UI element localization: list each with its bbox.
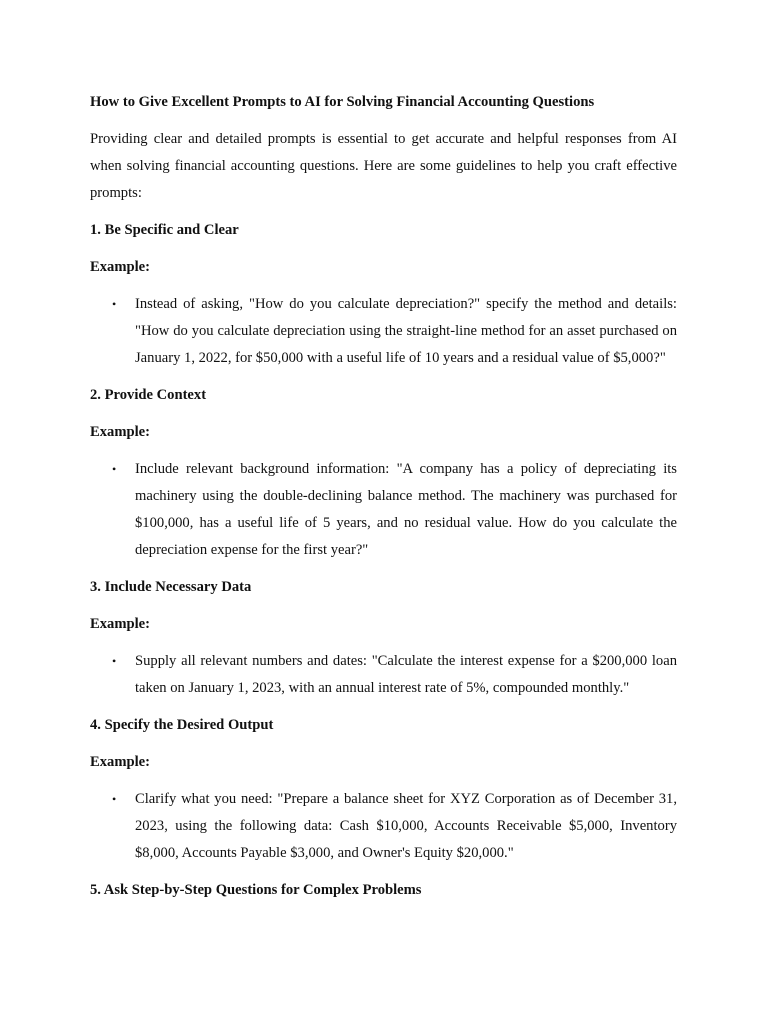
- example-label-2: Example:: [90, 424, 150, 440]
- bullet-text-1: Instead of asking, "How do you calculate depreciation?" specify the method and details: "How do you calculate depreciation using the straight-line method for an asset purchased on January 1, 2022, for $50,000 with a useful life of 10 years and a residual value of $5,000?": [135, 296, 677, 366]
- intro-paragraph: Providing clear and detailed prompts is essential to get accurate and helpful responses from AI when solving financial accounting questions. Here are some guidelines to help you craft effective prompts:: [90, 131, 677, 201]
- document-title: How to Give Excellent Prompts to AI for Solving Financial Accounting Questions: [90, 94, 595, 110]
- bullet-dot-icon: •: [112, 792, 117, 806]
- section-heading-1: 1. Be Specific and Clear: [90, 222, 239, 238]
- section-heading-4: 4. Specify the Desired Output: [90, 717, 274, 733]
- bullet-dot-icon: •: [112, 297, 117, 311]
- bullet-text-4: Clarify what you need: "Prepare a balance sheet for XYZ Corporation as of December 31, 2023, using the following data: Cash $10,000, Accounts Receivable $5,000, Inventory $8,000, Accounts Payable $3,000, and Owner's Equity $20,000.": [135, 791, 677, 861]
- section-heading-3: 3. Include Necessary Data: [90, 579, 252, 595]
- example-label-1: Example:: [90, 259, 150, 275]
- section-heading-5: 5. Ask Step-by-Step Questions for Complex Problems: [90, 882, 422, 898]
- section-heading-2: 2. Provide Context: [90, 387, 207, 403]
- example-label-3: Example:: [90, 616, 150, 632]
- bullet-item-1: [90, 291, 677, 372]
- bullet-item-3: [90, 648, 677, 702]
- example-label-4: Example:: [90, 754, 150, 770]
- document-page: [90, 89, 677, 914]
- bullet-item-2: [90, 456, 677, 564]
- bullet-text-2: Include relevant background information: "A company has a policy of depreciating its machinery using the double-declining balance method. The machinery was purchased for $100,000, has a useful life of 5 years, and no residual value. How do you calculate the depreciation expense for the first year?": [135, 461, 677, 558]
- bullet-dot-icon: •: [112, 462, 117, 476]
- bullet-dot-icon: •: [112, 654, 117, 668]
- bullet-text-3: Supply all relevant numbers and dates: "Calculate the interest expense for a $200,000 loan taken on January 1, 2023, with an annual interest rate of 5%, compounded monthly.": [135, 653, 677, 696]
- bullet-item-4: [90, 786, 677, 867]
